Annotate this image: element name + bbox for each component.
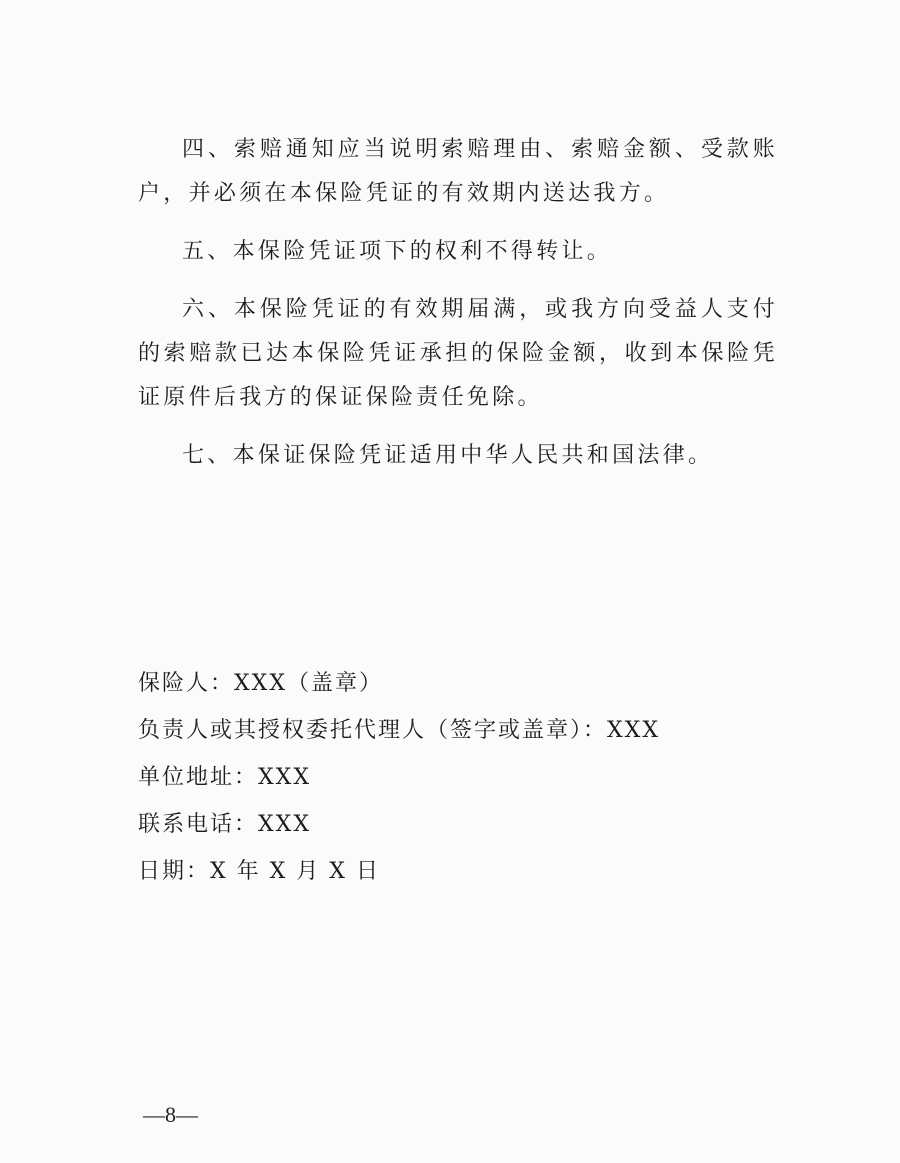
insurer-line: 保险人：XXX（盖章） <box>138 671 383 696</box>
phone-line: 联系电话：XXX <box>138 812 311 837</box>
signature-block <box>138 660 660 895</box>
clause-4: 四、索赔通知应当说明索赔理由、索赔金额、受款账户，并必须在本保险凭证的有效期内送达我方。 <box>138 137 778 206</box>
clause-5: 五、本保险凭证项下的权利不得转让。 <box>182 239 613 264</box>
clauses <box>138 128 778 492</box>
date-line: 日期：X 年 X 月 X 日 <box>138 859 380 884</box>
clause-7: 七、本保证保险凭证适用中华人民共和国法律。 <box>182 443 714 468</box>
page-number: —8— <box>143 1102 198 1127</box>
representative-line: 负责人或其授权委托代理人（签字或盖章）：XXX <box>138 718 660 743</box>
clause-6: 六、本保险凭证的有效期届满，或我方向受益人支付的索赔款已达本保险凭证承担的保险金额，收到本保险凭证原件后我方的保证保险责任免除。 <box>138 297 778 410</box>
address-line: 单位地址：XXX <box>138 765 311 790</box>
